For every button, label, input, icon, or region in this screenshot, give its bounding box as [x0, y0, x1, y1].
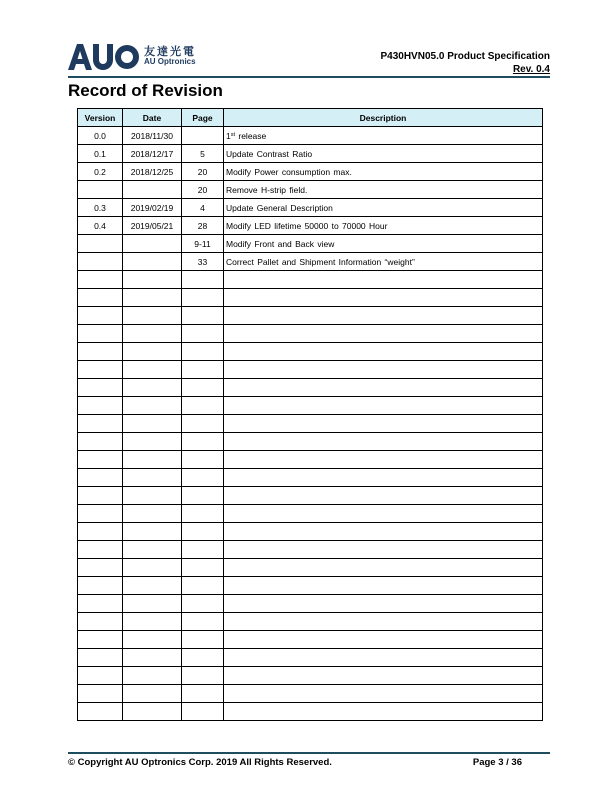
version-cell: 0.0 [78, 127, 123, 145]
date-cell: 2018/12/25 [123, 163, 182, 181]
version-cell [78, 253, 123, 271]
version-cell [78, 559, 123, 577]
version-cell [78, 667, 123, 685]
table-row-empty [78, 685, 543, 703]
description-cell [224, 577, 543, 595]
version-cell [78, 271, 123, 289]
description-cell [224, 487, 543, 505]
date-cell [123, 253, 182, 271]
date-cell: 2018/11/30 [123, 127, 182, 145]
description-cell [224, 505, 543, 523]
description-cell [224, 451, 543, 469]
date-cell [123, 631, 182, 649]
version-cell [78, 523, 123, 541]
version-cell [78, 379, 123, 397]
description-text: release [235, 130, 267, 141]
document-title: P430HVN05.0 Product Specification [380, 51, 550, 62]
page-cell: 20 [182, 163, 224, 181]
date-cell [123, 451, 182, 469]
date-cell [123, 541, 182, 559]
date-cell [123, 703, 182, 721]
date-cell [123, 505, 182, 523]
date-cell [123, 469, 182, 487]
description-cell [224, 415, 543, 433]
table-row-empty [78, 559, 543, 577]
logo-english-name: AU Optronics [144, 57, 196, 66]
table-row-empty [78, 523, 543, 541]
table-row [78, 253, 543, 271]
document-spec [380, 50, 550, 76]
copyright-notice: © Copyright AU Optronics Corp. 2019 All Rights Reserved. [68, 757, 332, 768]
version-cell [78, 433, 123, 451]
date-cell [123, 361, 182, 379]
version-cell [78, 703, 123, 721]
table-row-empty [78, 361, 543, 379]
description-cell [224, 631, 543, 649]
page-cell: 4 [182, 199, 224, 217]
version-cell: 0.1 [78, 145, 123, 163]
table-row-empty [78, 451, 543, 469]
description-cell [224, 361, 543, 379]
page-cell [182, 667, 224, 685]
table-row-empty [78, 703, 543, 721]
table-row-empty [78, 325, 543, 343]
description-cell [224, 271, 543, 289]
version-cell [78, 487, 123, 505]
table-row-empty [78, 397, 543, 415]
version-cell [78, 307, 123, 325]
page-cell [182, 487, 224, 505]
table-row-empty [78, 649, 543, 667]
page-cell [182, 307, 224, 325]
header-divider [68, 76, 550, 78]
table-row-empty [78, 271, 543, 289]
table-row-empty [78, 487, 543, 505]
page-cell [182, 433, 224, 451]
page-cell [182, 379, 224, 397]
table-row-empty [78, 307, 543, 325]
description-cell: Update Contrast Ratio [224, 145, 543, 163]
logo-chinese-name: 友達光電 [144, 45, 196, 58]
page-cell [182, 559, 224, 577]
date-cell [123, 343, 182, 361]
table-row-empty [78, 595, 543, 613]
table-row-empty [78, 613, 543, 631]
page-cell [182, 577, 224, 595]
version-cell: 0.2 [78, 163, 123, 181]
date-cell [123, 289, 182, 307]
version-cell [78, 541, 123, 559]
date-cell: 2019/02/19 [123, 199, 182, 217]
page-cell: 28 [182, 217, 224, 235]
revision-table [77, 108, 543, 721]
date-cell [123, 523, 182, 541]
page-cell: 5 [182, 145, 224, 163]
date-cell [123, 433, 182, 451]
page-cell [182, 451, 224, 469]
page-cell [182, 505, 224, 523]
table-row [78, 145, 543, 163]
version-cell [78, 595, 123, 613]
date-cell [123, 559, 182, 577]
version-cell: 0.3 [78, 199, 123, 217]
revision-table-body [78, 127, 543, 721]
version-cell [78, 397, 123, 415]
version-cell [78, 469, 123, 487]
page-cell [182, 685, 224, 703]
description-cell [224, 685, 543, 703]
table-row-empty [78, 433, 543, 451]
page-cell [182, 595, 224, 613]
table-row-empty [78, 505, 543, 523]
description-cell: Modify Front and Back view [224, 235, 543, 253]
date-cell [123, 181, 182, 199]
date-cell [123, 325, 182, 343]
table-row-empty [78, 577, 543, 595]
page-cell [182, 631, 224, 649]
version-cell [78, 577, 123, 595]
page-cell [182, 397, 224, 415]
date-cell [123, 379, 182, 397]
table-row [78, 235, 543, 253]
date-cell [123, 685, 182, 703]
description-cell [224, 523, 543, 541]
description-cell [224, 379, 543, 397]
page-cell [182, 361, 224, 379]
page-cell [182, 289, 224, 307]
date-cell [123, 415, 182, 433]
description-cell [224, 649, 543, 667]
version-cell [78, 613, 123, 631]
table-row-empty [78, 343, 543, 361]
description-cell [224, 127, 543, 145]
description-cell [224, 559, 543, 577]
page-header [0, 0, 612, 80]
description-cell [224, 613, 543, 631]
table-row [78, 163, 543, 181]
date-cell: 2019/05/21 [123, 217, 182, 235]
auo-logo [68, 42, 228, 72]
description-cell [224, 541, 543, 559]
document-revision: Rev. 0.4 [512, 64, 550, 75]
date-cell [123, 487, 182, 505]
date-cell [123, 613, 182, 631]
page-cell [182, 325, 224, 343]
description-cell [224, 703, 543, 721]
page-cell [182, 271, 224, 289]
version-cell [78, 685, 123, 703]
column-header-version: Version [78, 109, 123, 127]
table-row-empty [78, 415, 543, 433]
version-cell [78, 631, 123, 649]
table-row-empty [78, 289, 543, 307]
version-cell [78, 415, 123, 433]
table-row-empty [78, 667, 543, 685]
revision-table-header [78, 109, 543, 127]
column-header-description: Description [224, 109, 543, 127]
table-row [78, 199, 543, 217]
table-row [78, 217, 543, 235]
version-cell [78, 325, 123, 343]
description-cell [224, 307, 543, 325]
description-cell: Modify Power consumption max. [224, 163, 543, 181]
description-cell: Remove H-strip field. [224, 181, 543, 199]
footer-divider [68, 752, 550, 754]
auo-logo-icon [68, 42, 140, 72]
table-row-empty [78, 541, 543, 559]
description-cell [224, 595, 543, 613]
description-cell [224, 325, 543, 343]
description-ordinal-suffix: st [230, 131, 236, 138]
page-cell [182, 649, 224, 667]
version-cell: 0.4 [78, 217, 123, 235]
page-number: Page 3 / 36 [472, 757, 522, 768]
description-cell [224, 343, 543, 361]
page-title: Record of Revision [68, 81, 223, 100]
version-cell [78, 235, 123, 253]
table-row-empty [78, 631, 543, 649]
description-cell [224, 667, 543, 685]
date-cell [123, 595, 182, 613]
page-cell [182, 613, 224, 631]
table-row-empty [78, 469, 543, 487]
page-cell [182, 343, 224, 361]
page-cell: 20 [182, 181, 224, 199]
page-cell [182, 541, 224, 559]
page-cell [182, 523, 224, 541]
version-cell [78, 181, 123, 199]
description-cell: Update General Description [224, 199, 543, 217]
page-cell [182, 703, 224, 721]
date-cell [123, 649, 182, 667]
table-row-empty [78, 379, 543, 397]
version-cell [78, 343, 123, 361]
date-cell: 2018/12/17 [123, 145, 182, 163]
description-cell [224, 289, 543, 307]
date-cell [123, 667, 182, 685]
description-cell: Correct Pallet and Shipment Information “weight” [224, 253, 543, 271]
description-cell [224, 397, 543, 415]
date-cell [123, 271, 182, 289]
date-cell [123, 577, 182, 595]
page-cell [182, 127, 224, 145]
version-cell [78, 361, 123, 379]
version-cell [78, 289, 123, 307]
date-cell [123, 307, 182, 325]
date-cell [123, 235, 182, 253]
description-cell [224, 433, 543, 451]
description-cell: Modify LED lifetime 50000 to 70000 Hour [224, 217, 543, 235]
page-cell: 33 [182, 253, 224, 271]
table-row [78, 127, 543, 145]
column-header-date: Date [123, 109, 182, 127]
version-cell [78, 505, 123, 523]
page-cell [182, 415, 224, 433]
date-cell [123, 397, 182, 415]
version-cell [78, 649, 123, 667]
page-cell [182, 469, 224, 487]
column-header-page: Page [182, 109, 224, 127]
description-ordinal: 1 [226, 130, 231, 141]
version-cell [78, 451, 123, 469]
page-cell: 9-11 [182, 235, 224, 253]
table-row [78, 181, 543, 199]
description-cell [224, 469, 543, 487]
